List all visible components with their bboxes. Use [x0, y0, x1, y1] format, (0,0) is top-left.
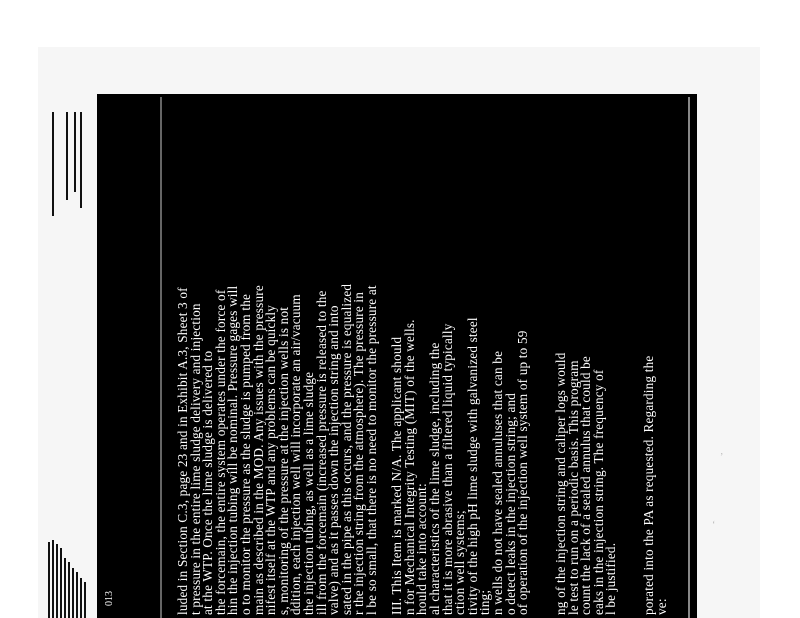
text-line: s, monitoring of the pressure at the injection wells is not [275, 306, 291, 615]
text-line: ction well systems; [452, 510, 468, 615]
text-line: le test to run on a periodic basis. This program [565, 360, 581, 615]
text-line: hin the injection tubing will be nominal. Pressure gages will [225, 285, 241, 615]
text-line: that it is more abrasive than a filtered liquid typically [439, 323, 455, 615]
scan-artifact: ‘ [712, 520, 716, 531]
text-line: at the WTP. Once the lime sludge is delivered to [200, 350, 216, 615]
text-line: the injection tubing, as well as a lime sludge [301, 371, 316, 615]
scan-edge-marks-bottom [48, 538, 88, 618]
scan-artifact: ’ [720, 452, 724, 463]
text-line: tivity of the high pH lime sludge with galvanized steel [464, 317, 480, 615]
text-line: valve) and as it passes down the injection string and into [326, 305, 342, 615]
text-line: o detect leaks in the injection string; and [502, 392, 518, 615]
text-line: l be justified. [603, 542, 619, 615]
text-line: eaks in the injection string. The frequency of [590, 369, 606, 615]
text-line: hould take into account: [414, 483, 430, 615]
page-number: 013 [104, 591, 115, 606]
text-line: n wells do not have sealed annuluses that can be [490, 350, 505, 615]
text-line: ng of the injection string and caliper logs would [553, 352, 568, 615]
text-line: of operation of the injection well system of up to 59 [515, 330, 531, 615]
text-line: ting; [477, 589, 493, 615]
text-line: nifest itself at the WTP and any problems can be quickly [263, 304, 279, 615]
text-line: t pressure in the entire lime sludge delivery and injection [187, 303, 203, 615]
text-line: al characteristics of the lime sludge, including the [427, 342, 442, 615]
scan-edge-marks-top [52, 112, 88, 222]
text-line: luded in Section C.3, page 23 and in Exhibit A.3, Sheet 3 of [175, 287, 190, 615]
text-line: count the lack of a sealed annulus that could be [578, 356, 594, 615]
text-line: ddition, each injection well will incorporate an air/vacuum [288, 294, 304, 615]
margin-rule-right [688, 97, 690, 618]
text-line: n for Mechanical Integrity Testing (MIT) of the wells. [401, 319, 417, 615]
margin-rule-left [160, 97, 162, 618]
text-line: porated into the PA as requested. Regarding the [641, 355, 657, 615]
text-line: o to monitor the pressure as the sludge is pumped from the [238, 293, 253, 615]
text-line: l be so small, that there is no need to monitor the pressure at [364, 285, 379, 615]
text-line: main as described in the MOD. Any issues with the pressure [250, 285, 266, 615]
text-line: the forcemain, the entire system operates under the force of [212, 289, 228, 615]
text-line: sated in the pipe as this occurs, and the pressure is equalized [338, 283, 354, 615]
text-line: ill from the forcemain (increased pressure is released to the [313, 290, 329, 615]
text-line: r the injection string from the atmosphere). The pressure in [351, 291, 367, 615]
text-line: III. This Item is marked N/A. The applicant should [389, 336, 405, 615]
text-line: ve: [653, 598, 669, 615]
document-text [175, 95, 669, 615]
